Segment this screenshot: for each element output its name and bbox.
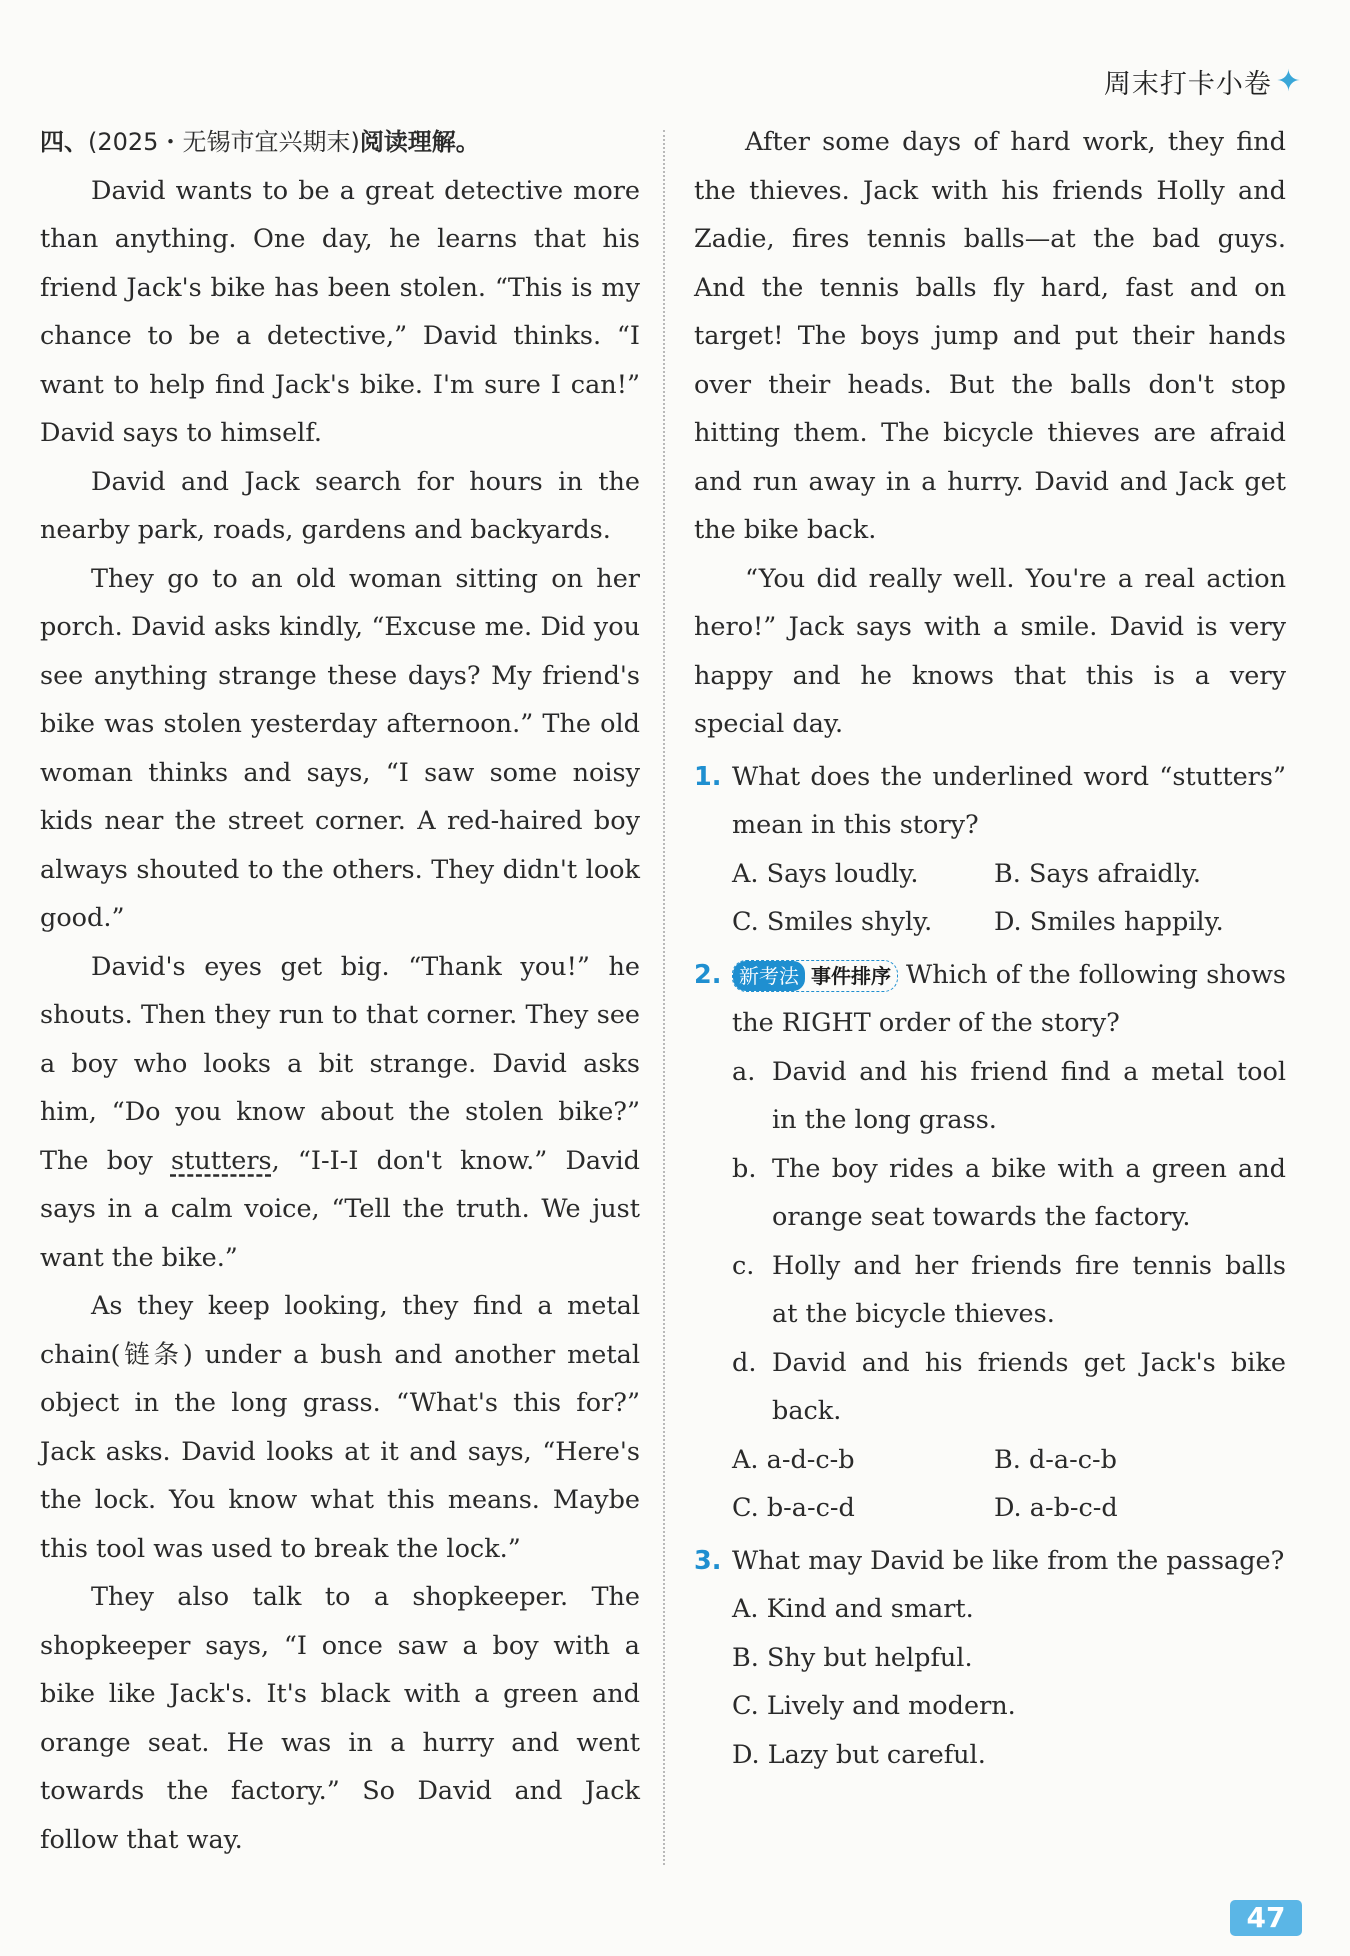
option-b[interactable]: B. d-a-c-b xyxy=(994,1444,1117,1475)
question-number: 2. xyxy=(694,959,722,990)
question-number: 3. xyxy=(694,1545,722,1576)
option-b[interactable]: B. Says afraidly. xyxy=(994,858,1202,889)
option-b[interactable]: B. Shy but helpful. xyxy=(732,1642,973,1673)
question-stem: What does the underlined word “stutters” mean in this story? xyxy=(732,761,1286,840)
event-c: c. Holly and her friends fire tennis balls at the bicycle thieves. xyxy=(732,1250,1286,1329)
sparkle-icon: ✦ xyxy=(1275,64,1302,99)
question-2-options xyxy=(694,1436,1286,1533)
header-title: 周末打卡小卷 xyxy=(1103,69,1272,100)
page-number: 47 xyxy=(1230,1900,1302,1936)
event-b: b. The boy rides a bike with a green and orange seat towards the factory. xyxy=(732,1153,1286,1232)
option-a[interactable]: A. Kind and smart. xyxy=(732,1594,974,1624)
underlined-word: stutters xyxy=(170,1145,272,1176)
option-d[interactable]: D. a-b-c-d xyxy=(994,1493,1118,1523)
option-a[interactable]: A. a-d-c-b xyxy=(732,1444,855,1475)
right-column xyxy=(694,118,1286,1779)
option-c[interactable]: C. Smiles shyly. xyxy=(732,907,933,937)
question-stem: What may David be like from the passage? xyxy=(732,1545,1285,1576)
passage-paragraph-8: “You did really well. You're a real action hero!” Jack says with a smile. David is very happy and he knows that this is a very special day. xyxy=(694,563,1286,739)
question-1 xyxy=(694,753,1286,850)
option-c[interactable]: C. Lively and modern. xyxy=(732,1691,1016,1721)
event-a: a. David and his friend find a metal tool in the long grass. xyxy=(732,1056,1286,1135)
option-d[interactable]: D. Smiles happily. xyxy=(994,907,1224,937)
question-stem: Which of the following shows the RIGHT order of the story? xyxy=(732,959,1286,1038)
option-d[interactable]: D. Lazy but careful. xyxy=(732,1739,986,1770)
passage-paragraph-4: David's eyes get big. “Thank you!” he shouts. Then they run to that corner. They see a boy who looks a bit strange. David asks him, “Do you know about the stolen bike?” The boy stutters, “I-I-I don't know.” David says in a calm voice, “Tell the truth. We just want the bike.” xyxy=(40,951,640,1273)
passage-paragraph-5: As they keep looking, they find a metal chain(链条) under a bush and another metal object in the long grass. “What's this for?” Jack asks. David looks at it and says, “Here's the lock. You know what this means. Maybe this tool was used to break the lock.” xyxy=(40,1291,640,1564)
question-1-options xyxy=(694,850,1286,947)
passage-paragraph-1: David wants to be a great detective more than anything. One day, he learns that his friend Jack's bike has been stolen. “This is my chance to be a detective,” David thinks. “I want to help find Jack's bike. I'm sure I can!” David says to himself. xyxy=(40,175,640,448)
passage-paragraph-3: They go to an old woman sitting on her porch. David asks kindly, “Excuse me. Did you see anything strange these days? My friend's bike was stolen yesterday afternoon.” The old woman thinks and says, “I saw some noisy kids near the street corner. A red-haired boy always shouted to the others. They didn't look good.” xyxy=(40,563,640,933)
event-d: d. David and his friends get Jack's bike back. xyxy=(732,1347,1286,1426)
page-header xyxy=(1104,62,1302,101)
question-3-options xyxy=(694,1585,1286,1779)
column-divider xyxy=(663,130,665,1865)
section-source: (2025・无锡市宜兴期末) xyxy=(88,128,360,156)
option-c[interactable]: C. b-a-c-d xyxy=(732,1493,855,1523)
question-2 xyxy=(694,951,1286,1048)
option-a[interactable]: A. Says loudly. xyxy=(732,858,919,889)
passage-paragraph-6: They also talk to a shopkeeper. The shopkeeper says, “I once saw a boy with a bike like Jack's. It's black with a green and orange seat. He was in a hurry and went towards the factory.” So David and Jack follow that way. xyxy=(40,1582,640,1855)
left-column xyxy=(40,118,640,1864)
question-3 xyxy=(694,1537,1286,1586)
passage-paragraph-2: David and Jack search for hours in the nearby park, roads, gardens and backyards. xyxy=(40,466,640,545)
new-method-badge: 新考法 事件排序 xyxy=(732,960,898,992)
question-number: 1. xyxy=(694,761,722,792)
section-title: 四、(2025・无锡市宜兴期末)阅读理解。 xyxy=(40,128,480,156)
passage-paragraph-7: After some days of hard work, they find the thieves. Jack with his friends Holly and Zadie, fires tennis balls—at the bad guys. And the tennis balls fly hard, fast and on target! The boys jump and put their hands over their heads. But the balls don't stop hitting them. The bicycle thieves are afraid and run away in a hurry. David and Jack get the bike back. xyxy=(694,127,1286,545)
